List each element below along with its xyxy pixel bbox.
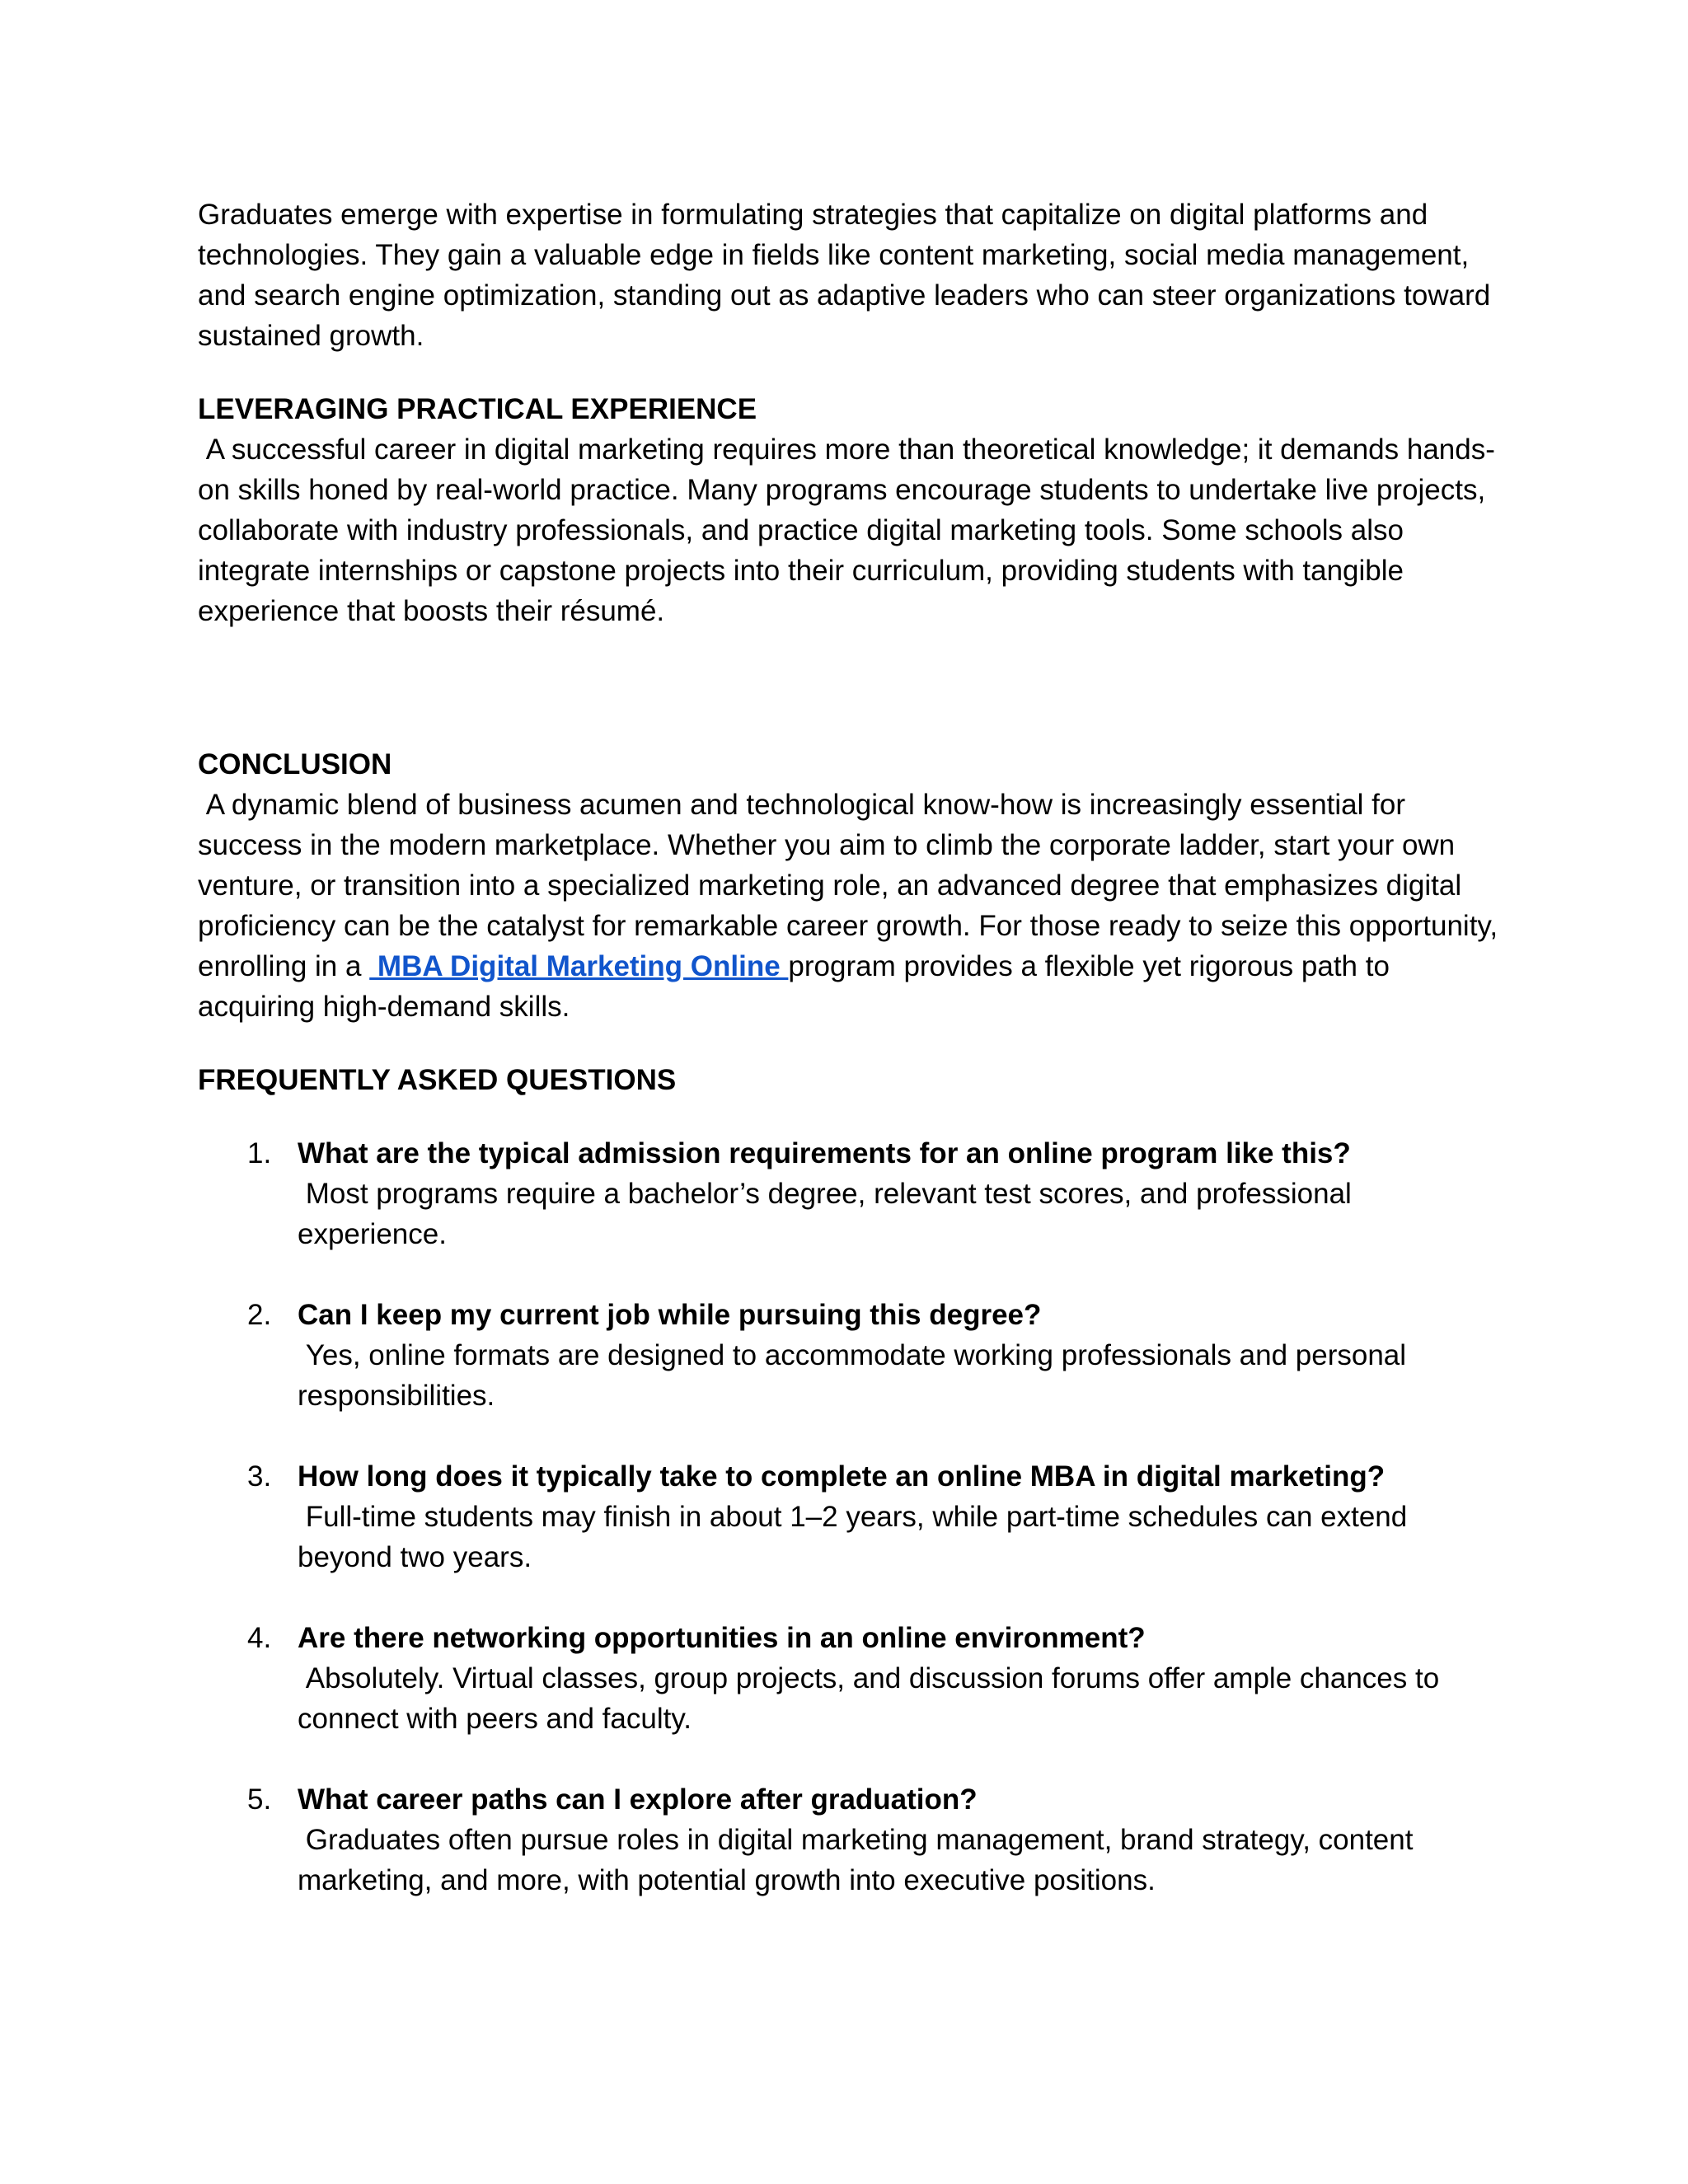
faq-answer: Yes, online formats are designed to accommodate working professionals and personal responsibilities. [298, 1339, 1414, 1412]
faq-question: How long does it typically take to complete an online MBA in digital marketing? [298, 1460, 1386, 1493]
conclusion-text-after-link: program provides a flexible yet rigorous path to acquiring high-demand skills. [198, 950, 1398, 1023]
faq-item [198, 1456, 1500, 1577]
conclusion-paragraph [198, 785, 1506, 1027]
document-page [198, 194, 1506, 1941]
spacer [198, 631, 1500, 744]
faq-item [198, 1133, 1500, 1254]
faq-question: Can I keep my current job while pursuing this degree? [298, 1299, 1042, 1331]
mba-digital-marketing-online-link[interactable]: MBA Digital Marketing Online [369, 950, 789, 982]
faq-question: Are there networking opportunities in an online environment? [298, 1622, 1146, 1654]
faq-question: What career paths can I explore after graduation? [298, 1783, 978, 1816]
practical-experience-heading: LEVERAGING PRACTICAL EXPERIENCE [198, 393, 757, 425]
faq-answer: Graduates often pursue roles in digital marketing management, brand strategy, content marketing, and more, with potential growth into executive positions. [298, 1824, 1422, 1896]
faq-heading: FREQUENTLY ASKED QUESTIONS [198, 1064, 677, 1096]
faq-item-number: 5. [247, 1783, 272, 1816]
faq-answer: Absolutely. Virtual classes, group projects, and discussion forums offer ample chances to connect with peers and faculty. [298, 1662, 1447, 1735]
faq-question: What are the typical admission requirements for an online program like this? [298, 1137, 1351, 1169]
conclusion-heading: CONCLUSION [198, 748, 392, 780]
faq-item-number: 1. [247, 1137, 272, 1169]
faq-item-number: 3. [247, 1460, 272, 1493]
faq-answer: Most programs require a bachelor’s degree, relevant test scores, and professional experience. [298, 1178, 1360, 1250]
intro-paragraph: Graduates emerge with expertise in formulating strategies that capitalize on digital platforms and technologies. They gain a valuable edge in fields like content marketing, social media management, and search engine optimization, standing out as adaptive leaders who can steer organizations toward sustained growth. [198, 199, 1491, 352]
faq-item [198, 1779, 1500, 1900]
faq-item [198, 1295, 1500, 1416]
conclusion-text-before-link: A dynamic blend of business acumen and technological know-how is increasingly essential for success in the modern marketplace. Whether you aim to climb the corporate ladder, start your own venture, or transition into a specialized marketing role, an advanced degree that emphasizes digital proficiency can be the catalyst for remarkable career growth. For those ready to seize this opportunity, enrolling in a [198, 789, 1506, 982]
faq-item-number: 4. [247, 1622, 272, 1654]
faq-item-number: 2. [247, 1299, 272, 1331]
faq-list [198, 1133, 1500, 1900]
faq-item [198, 1618, 1500, 1739]
faq-answer: Full-time students may finish in about 1–2 years, while part-time schedules can extend beyond two years. [298, 1501, 1415, 1573]
practical-experience-paragraph: A successful career in digital marketing requires more than theoretical knowledge; it demands hands-on skills honed by real-world practice. Many programs encourage students to undertake live projects, collaborate with industry professionals, and practice digital marketing tools. Some schools also integrate internships or capstone projects into their curriculum, providing students with tangible experience that boosts their résumé. [198, 434, 1495, 627]
